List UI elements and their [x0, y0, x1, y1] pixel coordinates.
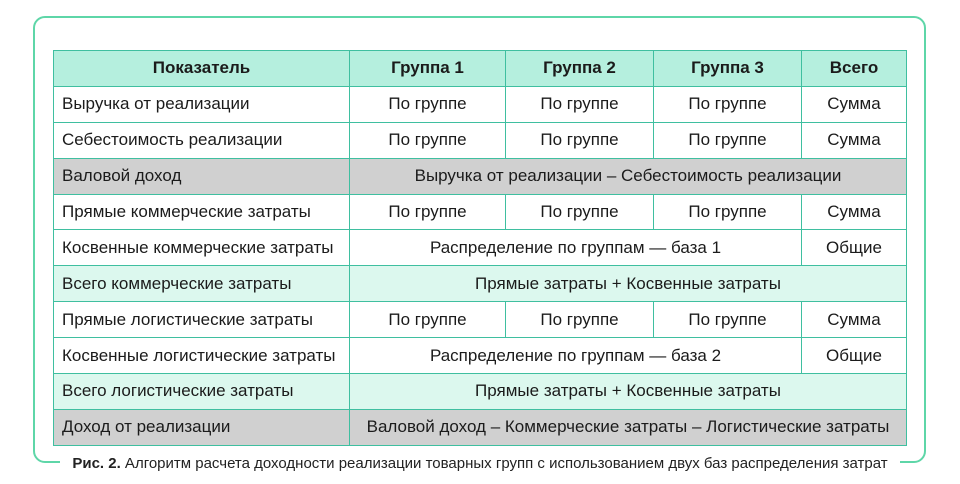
merged-distribution-cell: Распределение по группам — база 2 — [350, 338, 802, 374]
cost-algorithm-table — [53, 50, 907, 446]
row-label: Всего коммерческие затраты — [54, 266, 350, 302]
table-row-total-logistics — [54, 374, 907, 410]
cell-total: Сумма — [802, 122, 907, 158]
table-row — [54, 194, 907, 230]
table-header-row — [54, 51, 907, 87]
caption-prefix: Рис. 2. — [72, 455, 121, 472]
cell-total: Сумма — [802, 302, 907, 338]
row-label: Прямые коммерческие затраты — [54, 194, 350, 230]
cell-group-1: По группе — [350, 194, 506, 230]
header-group-2: Группа 2 — [506, 51, 654, 87]
caption-text: Алгоритм расчета доходности реализации товарных групп с использованием двух баз распределения затрат — [120, 455, 888, 472]
cell-total: Общие — [802, 230, 907, 266]
header-total: Всего — [802, 51, 907, 87]
table-row — [54, 302, 907, 338]
table-row — [54, 338, 907, 374]
cell-total: Сумма — [802, 86, 907, 122]
cell-group-2: По группе — [506, 86, 654, 122]
table-row — [54, 122, 907, 158]
table-row-total-commercial — [54, 266, 907, 302]
cell-group-1: По группе — [350, 122, 506, 158]
row-label: Косвенные коммерческие затраты — [54, 230, 350, 266]
table-row-gross-income — [54, 158, 907, 194]
table-row-sales-income — [54, 409, 907, 445]
cell-total: Общие — [802, 338, 907, 374]
cell-group-3: По группе — [654, 122, 802, 158]
row-label: Валовой доход — [54, 158, 350, 194]
row-label: Прямые логистические затраты — [54, 302, 350, 338]
row-label: Себестоимость реализации — [54, 122, 350, 158]
table-row — [54, 230, 907, 266]
cell-group-1: По группе — [350, 302, 506, 338]
table-row — [54, 86, 907, 122]
merged-formula-cell: Валовой доход – Коммерческие затраты – Логистические затраты — [350, 409, 907, 445]
merged-formula-cell: Выручка от реализации – Себестоимость реализации — [350, 158, 907, 194]
cell-total: Сумма — [802, 194, 907, 230]
header-group-3: Группа 3 — [654, 51, 802, 87]
cell-group-3: По группе — [654, 302, 802, 338]
cell-group-3: По группе — [654, 194, 802, 230]
row-label: Всего логистические затраты — [54, 374, 350, 410]
merged-distribution-cell: Распределение по группам — база 1 — [350, 230, 802, 266]
cell-group-3: По группе — [654, 86, 802, 122]
cell-group-2: По группе — [506, 122, 654, 158]
row-label: Выручка от реализации — [54, 86, 350, 122]
merged-formula-cell: Прямые затраты + Косвенные затраты — [350, 266, 907, 302]
cell-group-1: По группе — [350, 86, 506, 122]
cell-group-2: По группе — [506, 194, 654, 230]
header-group-1: Группа 1 — [350, 51, 506, 87]
merged-formula-cell: Прямые затраты + Косвенные затраты — [350, 374, 907, 410]
row-label: Косвенные логистические затраты — [54, 338, 350, 374]
cell-group-2: По группе — [506, 302, 654, 338]
row-label: Доход от реализации — [54, 409, 350, 445]
figure-caption — [0, 455, 960, 472]
header-indicator: Показатель — [54, 51, 350, 87]
